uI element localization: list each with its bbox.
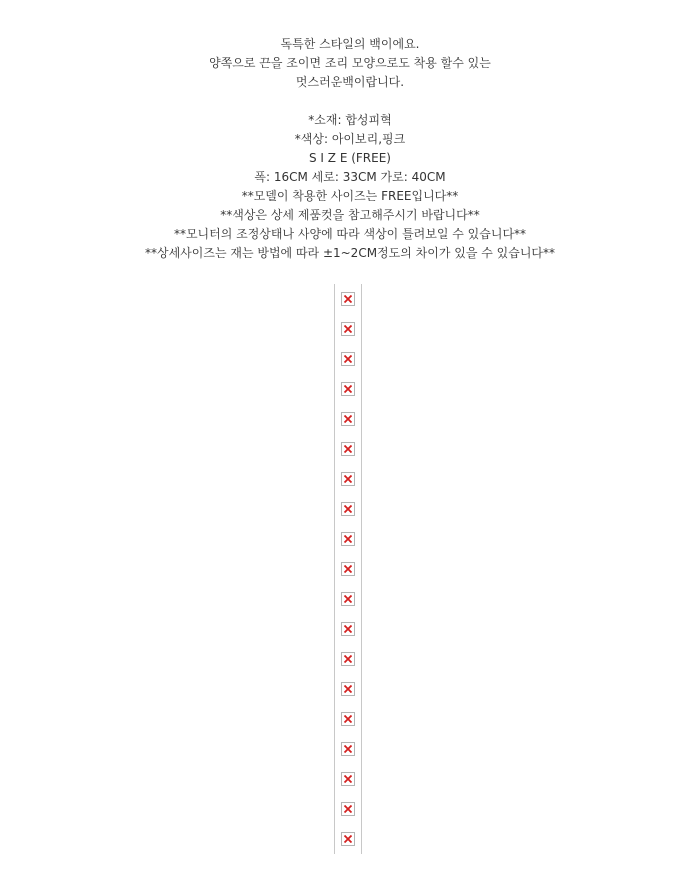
broken-image-icon	[341, 652, 355, 666]
product-image	[335, 434, 361, 464]
product-image	[335, 614, 361, 644]
broken-image-icon	[341, 412, 355, 426]
product-description	[0, 35, 700, 263]
broken-image-icon	[341, 682, 355, 696]
product-image	[335, 284, 361, 314]
material-line: *소재: 합성피혁	[308, 113, 392, 127]
spacer	[0, 92, 700, 111]
product-image	[335, 404, 361, 434]
product-image	[335, 494, 361, 524]
broken-image-icon	[341, 532, 355, 546]
product-image	[335, 674, 361, 704]
product-image	[335, 554, 361, 584]
color-line: *색상: 아이보리,핑크	[294, 132, 406, 146]
broken-image-icon	[341, 502, 355, 516]
broken-image-icon	[341, 622, 355, 636]
product-image	[335, 764, 361, 794]
notice-line: **모니터의 조정상태나 사양에 따라 색상이 틀려보일 수 있습니다**	[173, 227, 527, 241]
broken-image-icon	[341, 772, 355, 786]
broken-image-icon	[341, 742, 355, 756]
broken-image-icon	[341, 442, 355, 456]
product-image-column	[334, 284, 362, 854]
notice-line: **색상은 상세 제품컷을 참고해주시기 바랍니다**	[220, 208, 480, 222]
dimensions-line: 폭: 16CM 세로: 33CM 가로: 40CM	[254, 170, 446, 184]
product-image	[335, 314, 361, 344]
broken-image-icon	[341, 832, 355, 846]
broken-image-icon	[341, 382, 355, 396]
product-image	[335, 584, 361, 614]
broken-image-icon	[341, 802, 355, 816]
description-line: 독특한 스타일의 백이에요.	[280, 37, 420, 51]
product-image	[335, 644, 361, 674]
description-line: 멋스러운백이랍니다.	[295, 75, 405, 89]
broken-image-icon	[341, 292, 355, 306]
product-image	[335, 704, 361, 734]
broken-image-icon	[341, 712, 355, 726]
product-image	[335, 374, 361, 404]
description-line: 양쪽으로 끈을 조이면 조리 모양으로도 착용 할수 있는	[209, 56, 491, 70]
broken-image-icon	[341, 562, 355, 576]
product-image	[335, 734, 361, 764]
broken-image-icon	[341, 592, 355, 606]
broken-image-icon	[341, 352, 355, 366]
product-image	[335, 464, 361, 494]
broken-image-icon	[341, 472, 355, 486]
notice-line: **모델이 착용한 사이즈는 FREE입니다**	[241, 189, 459, 203]
product-image	[335, 524, 361, 554]
broken-image-icon	[341, 322, 355, 336]
size-line: S I Z E (FREE)	[309, 151, 391, 165]
product-image	[335, 344, 361, 374]
product-image	[335, 824, 361, 854]
product-image	[335, 794, 361, 824]
notice-line: **상세사이즈는 재는 방법에 따라 ±1~2CM정도의 차이가 있을 수 있습니다**	[144, 246, 556, 260]
